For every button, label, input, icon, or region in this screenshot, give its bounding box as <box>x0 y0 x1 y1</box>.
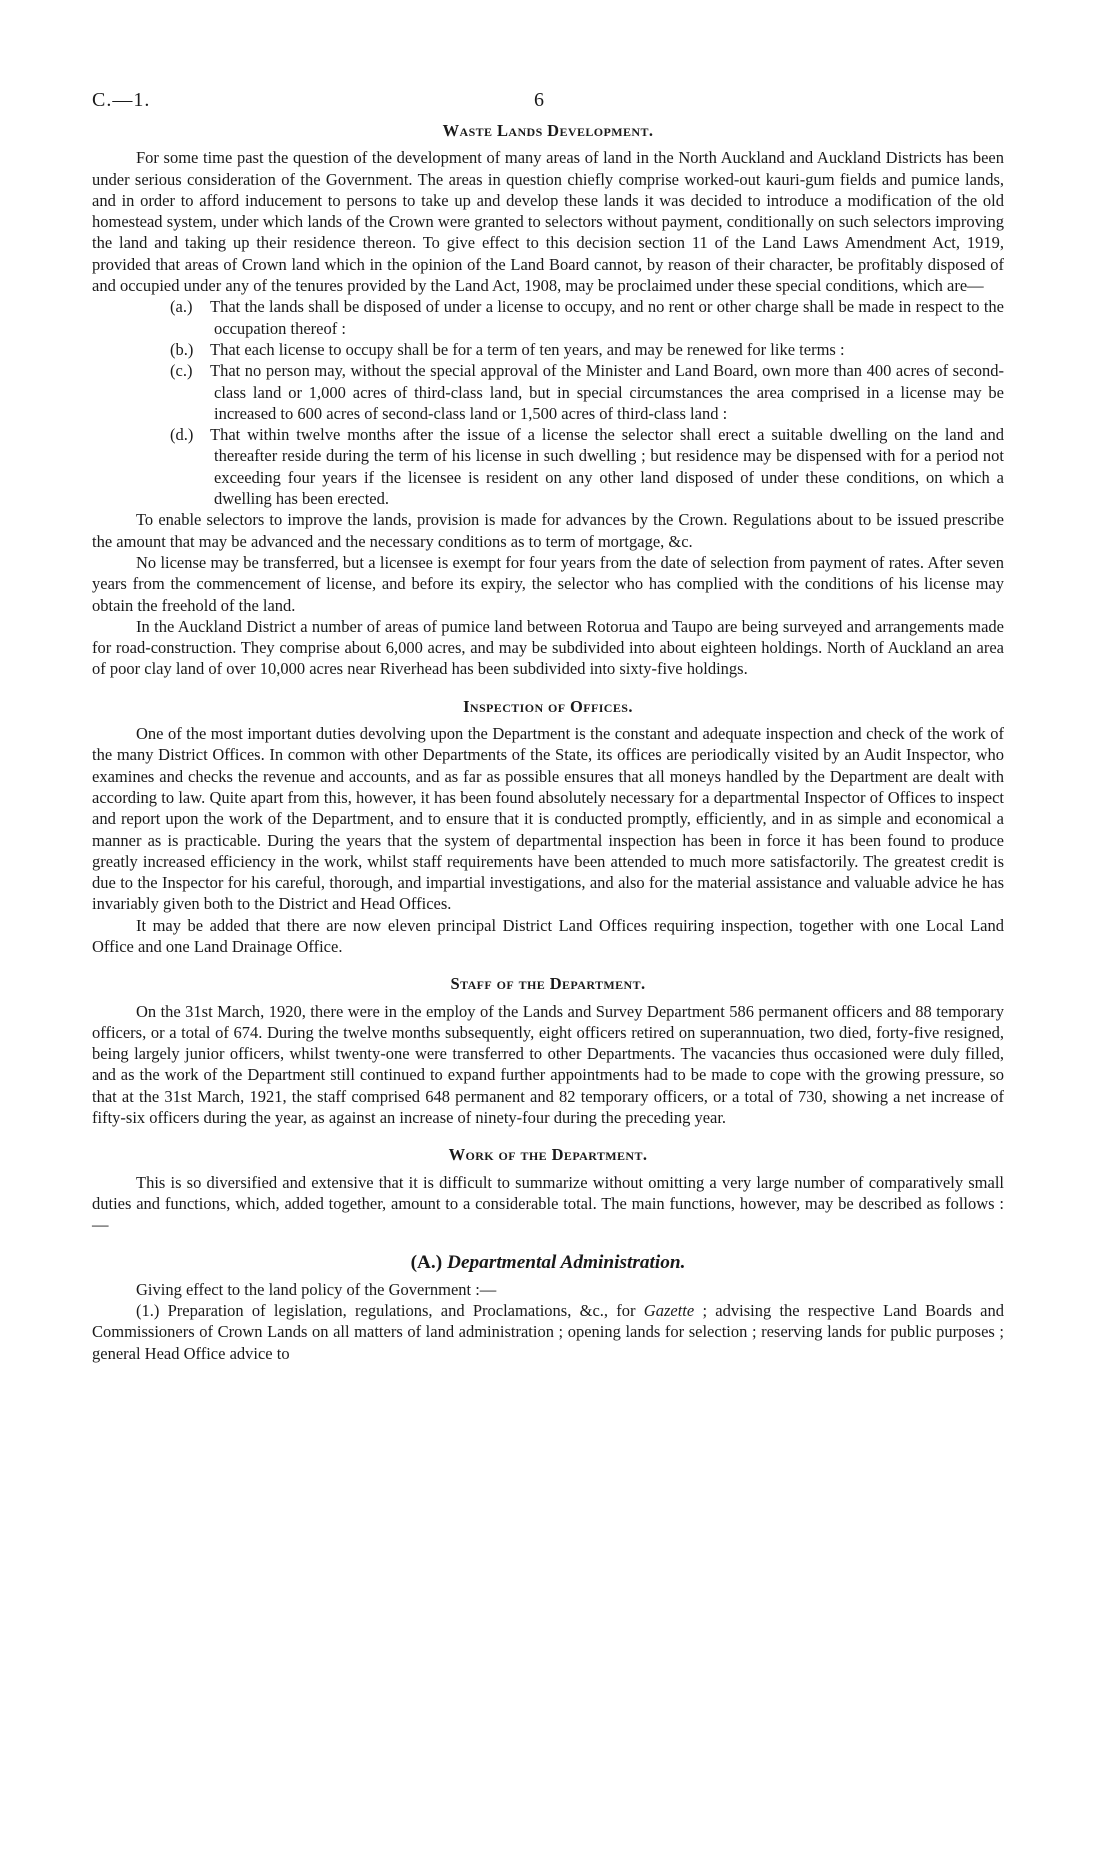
subsection-label: (A.) <box>410 1251 443 1273</box>
clause-text: That the lands shall be disposed of under a license to occupy, and no rent or other charge shall be made in respect to the occupation thereof : <box>210 297 1004 338</box>
page-header <box>92 90 1004 120</box>
inspection-paragraph-2: It may be added that there are now eleven principal District Land Offices requiring inspection, together with one Local Land Office and one Land Drainage Office. <box>92 915 1004 956</box>
clause-label: (b.) <box>170 339 194 359</box>
staff-paragraph: On the 31st March, 1920, there were in the employ of the Lands and Survey Department 586 permanent officers and 88 temporary officers, or a total of 674. During the twelve months subsequently, eight officers retired on superannuation, two died, forty-five resigned, being largely junior officers, whilst twenty-one were transferred to other Departments. The vacancies thus occasioned were duly filled, and as the work of the Department still continued to expand further appointments had to be made to cope with the growing pressure, so that at the 31st March, 1921, the staff comprised 648 permanent and 82 temporary officers, or a total of 730, showing a net increase of fifty-six officers during the year, as against an increase of ninety-four during the preceding year. <box>92 1001 1004 1128</box>
clause-text: That within twelve months after the issue of a license the selector shall erect a suitable dwelling on the land and thereafter reside during the term of his license in such dwelling ; but residence may be dispensed with for a period not exceeding four years if the licensee is resident on any other land disposed of under these conditions, on which a dwelling has been erected. <box>210 425 1004 509</box>
section-heading-work: Work of the Department. <box>448 1145 648 1165</box>
section-heading-staff: Staff of the Department. <box>450 974 646 994</box>
clause-text: That no person may, without the special approval of the Minister and Land Board, own more than 400 acres of second-class land or 1,000 acres of third-class land, but in special circumstances the area comprised in a license may be increased to 600 acres of second-class land or 1,500 acres of third-class land : <box>210 361 1004 423</box>
giving-effect-paragraph: Giving effect to the land policy of the Government :— <box>136 1279 497 1299</box>
inspection-paragraph-1: One of the most important duties devolving upon the Department is the constant and adequate inspection and check of the work of the many District Offices. In common with other Departments of the State, its offices are periodically visited by an Audit Inspector, who examines and checks the revenue and accounts, and as far as possible ensures that all moneys handled by the Department are dealt with according to law. Quite apart from this, however, it has been found absolutely necessary for a departmental Inspector of Offices to inspect and report upon the work of the Department, and to ensure that it is conducted promptly, efficiently, and in as simple and economical a manner as is practicable. During the years that the system of departmental inspection has been in force it has been found to produce greatly increased efficiency in the work, whilst staff requirements have been attended to much more satisfactorily. The greatest credit is due to the Inspector for his careful, thorough, and impartial investigations, and also for the material assistance and valuable advice he has invariably given both to the District and Head Offices. <box>92 724 1004 914</box>
subsection-title: Departmental Administration. <box>447 1251 686 1273</box>
gazette-text: Gazette <box>643 1301 695 1321</box>
preparation-text-a: (1.) Preparation of legislation, regulations, and Proclamations, &c., for <box>136 1301 644 1321</box>
auckland-paragraph: In the Auckland District a number of areas of pumice land between Rotorua and Taupo are being surveyed and arrangements made for road-construction. They comprise about 6,000 acres, and may be subdivided into about eighteen holdings. North of Auckland an area of poor clay land of over 10,000 acres near Riverhead has been subdivided into sixty-five holdings. <box>92 616 1004 679</box>
page-number: 6 <box>534 89 544 111</box>
advances-paragraph: To enable selectors to improve the lands, provision is made for advances by the Crown. Regulations about to be issued prescribe the amount that may be advanced and the necessary conditions as to term of mortgage, &c. <box>92 510 1004 551</box>
clause-c <box>170 360 1004 424</box>
clause-text: That each license to occupy shall be for a term of ten years, and may be renewed for like terms : <box>210 339 845 359</box>
preparation-text-b: ; advising the respective Land Boards and Commissioners of Crown Lands on all matters of land administration ; opening lands for selection ; reserving lands for public purposes ; general Head Office advice to <box>92 1301 1004 1363</box>
document-reference: C.—1. <box>92 89 151 111</box>
section-heading-waste-lands: Waste Lands Development. <box>442 121 654 140</box>
section-heading-inspection: Inspection of Offices. <box>463 696 633 716</box>
transfer-paragraph: No license may be transferred, but a licensee is exempt for four years from the date of selection from payment of rates. After seven years from the commencement of license, and before its expiry, the selector who has complied with the conditions of his license may obtain the freehold of the land. <box>92 552 1004 615</box>
clause-d <box>170 424 1004 509</box>
clause-label: (c.) <box>170 361 193 381</box>
subsection-heading-administration <box>92 1252 1004 1273</box>
clause-label: (a.) <box>170 297 193 317</box>
clause-b <box>170 339 1004 360</box>
clause-label: (d.) <box>170 425 194 445</box>
preparation-paragraph <box>92 1300 1004 1364</box>
work-paragraph: This is so diversified and extensive that it is difficult to summarize without omitting a very large number of comparatively small duties and functions, which, added together, amount to a considerable total. The main functions, however, may be described as follows :— <box>92 1172 1004 1235</box>
waste-lands-intro: For some time past the question of the development of many areas of land in the North Auckland and Auckland Districts has been under serious consideration of the Government. The areas in question chiefly comprise worked-out kauri-gum fields and pumice lands, and in order to afford inducement to persons to take up and develop these lands it was decided to introduce a modification of the old homestead system, under which lands of the Crown were granted to selectors without payment, conditionally on such selectors improving the land and taking up their residence thereon. To give effect to this decision section 11 of the Land Laws Amendment Act, 1919, provided that areas of Crown land which in the opinion of the Land Board cannot, by reason of their character, be profitably disposed of and occupied under any of the tenures provided by the Land Act, 1908, may be proclaimed under these special conditions, which are— <box>92 148 1004 296</box>
clause-a <box>170 296 1004 339</box>
